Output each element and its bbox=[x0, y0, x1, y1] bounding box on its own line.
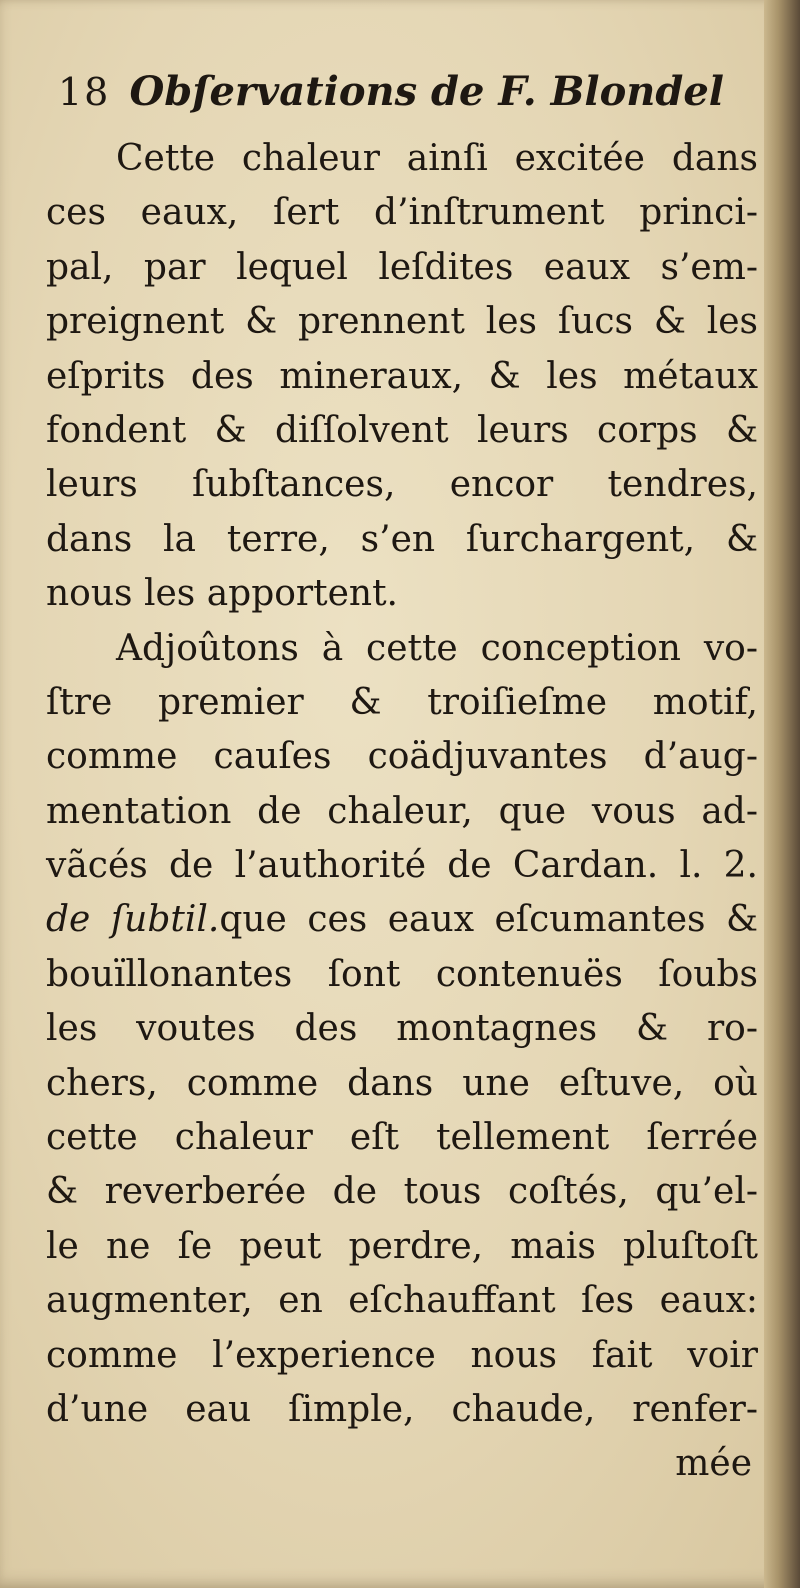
text-line: les voutes des montagnes & ro- bbox=[46, 1008, 758, 1050]
text-line: Cette chaleur ainſi excitée dans bbox=[116, 138, 758, 179]
text-line: d’une eau ſimple, chaude, renfer- bbox=[46, 1388, 758, 1430]
page-header bbox=[58, 68, 738, 128]
text-line: & reverberée de tous coſtés, qu’el- bbox=[46, 1171, 758, 1213]
text-line: pal, par lequel leſdites eaux s’em- bbox=[46, 246, 758, 288]
text-line: ces eaux, ſert d’inſtrument princi- bbox=[46, 192, 758, 234]
text-line: eſprits des mineraux, & les métaux bbox=[46, 355, 758, 397]
running-title: Obſervations de F. Blondel bbox=[129, 68, 724, 115]
text-line: le ne ſe peut perdre, mais pluſtoſt bbox=[46, 1225, 758, 1267]
text-line: leurs ſubſtances, encor tendres, bbox=[46, 464, 758, 506]
text-line: dans la terre, s’en ſurchargent, & bbox=[46, 518, 758, 560]
text-line: augmenter, en eſchauffant ſes eaux: bbox=[46, 1280, 758, 1322]
body-text bbox=[46, 132, 758, 1492]
text-line: ſtre premier & troiſieſme motif, bbox=[46, 681, 758, 723]
text-line-rest: que ces eaux eſcumantes & bbox=[219, 899, 758, 941]
text-line: chers, comme dans une eſtuve, où bbox=[46, 1062, 758, 1104]
catchword: mée bbox=[675, 1443, 752, 1485]
text-line: cette chaleur eſt tellement ſerrée bbox=[46, 1117, 758, 1159]
text-line: mentation de chaleur, que vous ad- bbox=[46, 790, 758, 832]
text-line: comme cauſes coädjuvantes d’aug- bbox=[46, 736, 758, 778]
text-line: comme l’experience nous fait voir bbox=[46, 1334, 758, 1376]
text-line: vãcés de l’authorité de Cardan. l. 2. bbox=[46, 845, 758, 887]
text-line: preignent & prennent les ſucs & les bbox=[46, 301, 758, 343]
page-edge bbox=[764, 0, 800, 1588]
text-line: nous les apportent. bbox=[46, 573, 399, 615]
text-line bbox=[46, 893, 758, 947]
page-number: 18 bbox=[58, 70, 111, 114]
italic-citation: de ſubtil. bbox=[46, 899, 220, 941]
text-line: fondent & diſſolvent leurs corps & bbox=[46, 409, 758, 451]
text-line: Adjoûtons à cette conception vo- bbox=[116, 627, 758, 669]
text-line: bouïllonantes ſont contenuës ſoubs bbox=[46, 953, 758, 995]
